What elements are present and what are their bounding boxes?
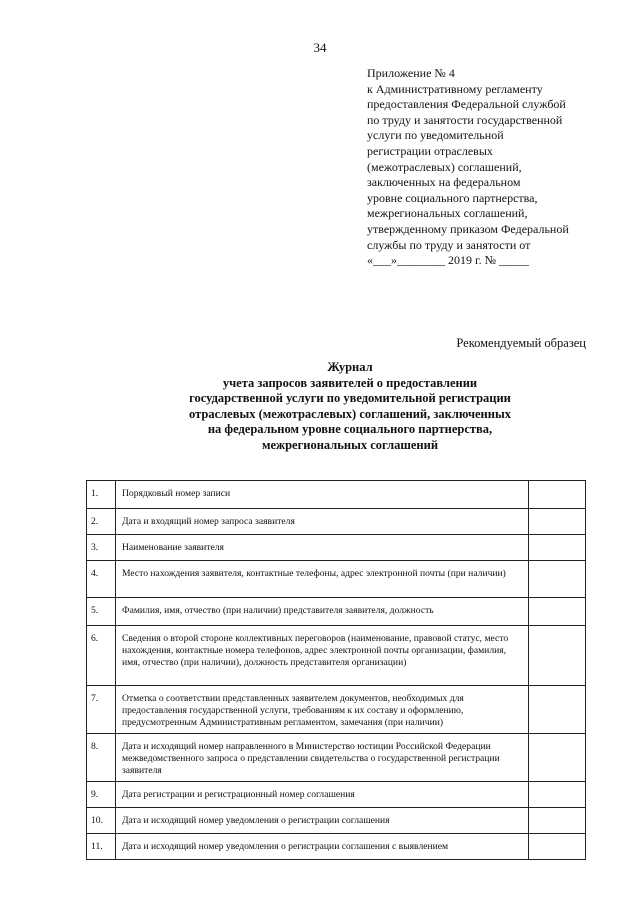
page-number: 34 [313, 40, 327, 55]
appendix-line: (межотраслевых) соглашений, [367, 159, 522, 174]
journal-title-line: Журнал [327, 360, 373, 374]
row-number: 4. [87, 561, 116, 598]
table-row [87, 509, 586, 535]
row-value-cell [529, 734, 586, 782]
row-number: 10. [87, 808, 116, 834]
table-row [87, 481, 586, 509]
row-description: Место нахождения заявителя, контактные телефоны, адрес электронной почты (при наличии) [116, 561, 529, 598]
row-value-cell [529, 598, 586, 626]
table-row [87, 734, 586, 782]
row-number: 11. [87, 834, 116, 860]
sample-label: Рекомендуемый образец [456, 336, 586, 350]
row-number: 5. [87, 598, 116, 626]
row-description: Дата регистрации и регистрационный номер соглашения [116, 782, 529, 808]
journal-title-line: на федеральном уровне социального партнерства, [207, 422, 493, 437]
row-description: Дата и исходящий номер направленного в Министерство юстиции Российской Федерации межведомственного запроса о представлении свидетельства о государственной регистрации заявителя [116, 734, 529, 782]
row-value-cell [529, 834, 586, 860]
appendix-line: заключенных на федеральном [367, 175, 521, 190]
row-value-cell [529, 626, 586, 686]
table-row [87, 626, 586, 686]
row-value-cell [529, 686, 586, 734]
row-value-cell [529, 808, 586, 834]
row-description: Наименование заявителя [116, 535, 529, 561]
row-description: Фамилия, имя, отчество (при наличии) представителя заявителя, должность [116, 598, 529, 626]
row-number: 8. [87, 734, 116, 782]
appendix-line: Приложение № 4 [367, 66, 455, 80]
row-number: 9. [87, 782, 116, 808]
journal-title-line: отраслевых (межотраслевых) соглашений, заключенных [189, 406, 511, 421]
row-value-cell [529, 481, 586, 509]
table-row [87, 561, 586, 598]
row-number: 1. [87, 481, 116, 509]
appendix-line: регистрации отраслевых [367, 143, 493, 158]
table-row [87, 808, 586, 834]
row-value-cell [529, 535, 586, 561]
journal-title [150, 360, 550, 454]
journal-title-line: государственной услуги по уведомительной регистрации [189, 391, 511, 406]
journal-title-line: межрегиональных соглашений [261, 437, 439, 452]
appendix-line: утвержденному приказом Федеральной [367, 221, 569, 236]
row-description: Дата и входящий номер запроса заявителя [116, 509, 529, 535]
appendix-line: предоставления Федеральной службой [367, 97, 566, 112]
appendix-line: по труду и занятости государственной [367, 112, 563, 127]
journal-title-line: учета запросов заявителей о предоставлении [222, 375, 478, 390]
row-number: 2. [87, 509, 116, 535]
row-value-cell [529, 509, 586, 535]
row-description: Отметка о соответствии представленных заявителем документов, необходимых для предоставления государственной услуги, требованиям к их составу и оформлению, предусмотренным Административным регламентом, замечания (при наличии) [116, 686, 529, 734]
row-value-cell [529, 561, 586, 598]
appendix-line: к Административному регламенту [367, 81, 543, 96]
appendix-line: межрегиональных соглашений, [367, 206, 528, 221]
appendix-line: уровне социального партнерства, [367, 190, 538, 205]
table-row [87, 782, 586, 808]
table-row [87, 686, 586, 734]
table-row [87, 535, 586, 561]
row-description: Сведения о второй стороне коллективных переговоров (наименование, правовой статус, место нахождения, контактные номера телефонов, адрес электронной почты организации, фамилия, имя, отчество (при наличии), должность представителя организации) [116, 626, 529, 686]
table-row [87, 598, 586, 626]
row-number: 7. [87, 686, 116, 734]
appendix-line: «___»________ 2019 г. № _____ [367, 253, 530, 268]
table-row [87, 834, 586, 860]
appendix-line: службы по труду и занятости от [367, 237, 531, 252]
journal-table [86, 480, 586, 860]
appendix-header [367, 66, 617, 269]
row-number: 3. [87, 535, 116, 561]
row-description: Порядковый номер записи [116, 481, 529, 509]
row-description: Дата и исходящий номер уведомления о регистрации соглашения [116, 808, 529, 834]
row-description: Дата и исходящий номер уведомления о регистрации соглашения с выявлением [116, 834, 529, 860]
row-value-cell [529, 782, 586, 808]
appendix-line: услуги по уведомительной [367, 128, 504, 143]
row-number: 6. [87, 626, 116, 686]
